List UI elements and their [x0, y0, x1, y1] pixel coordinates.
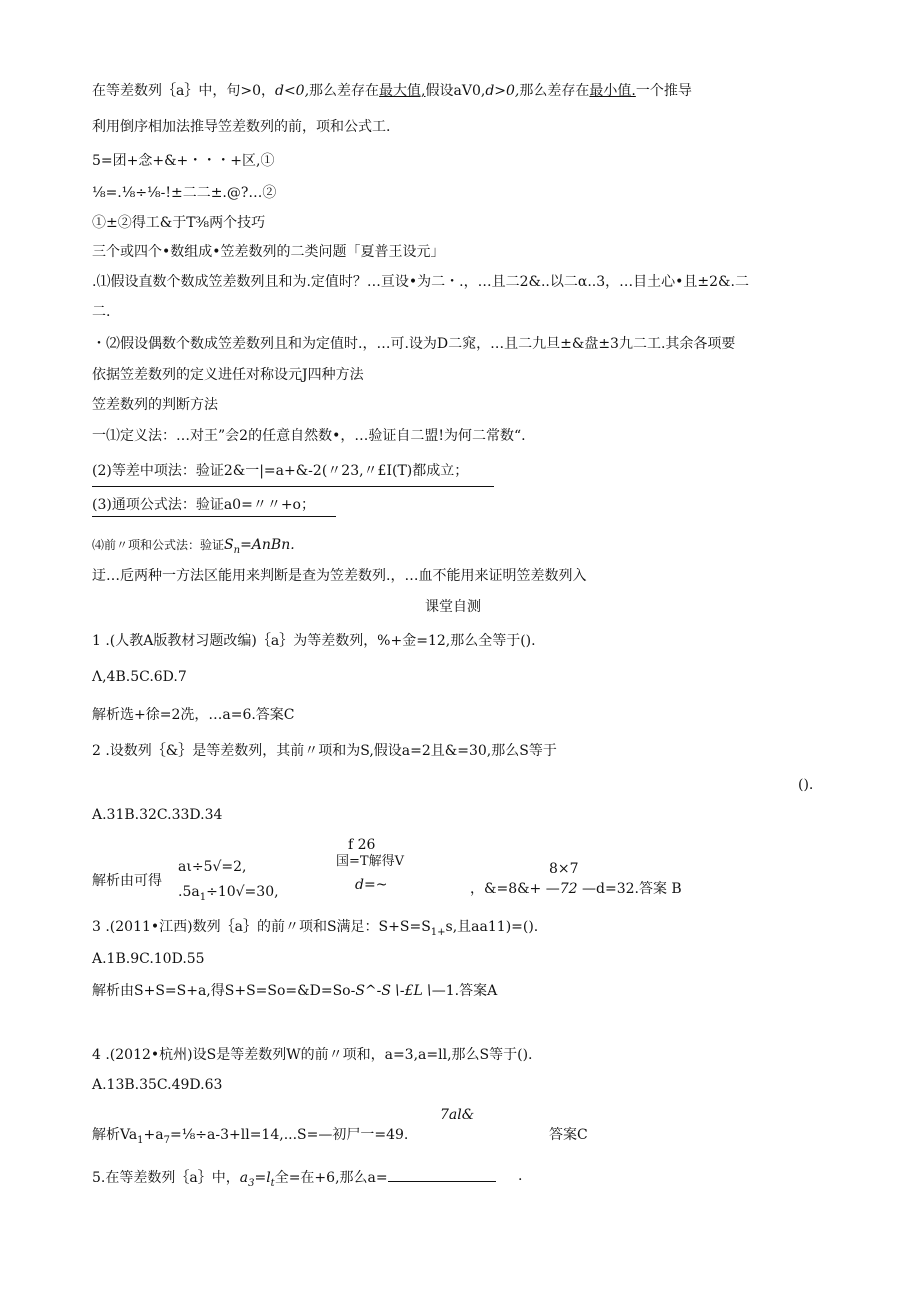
- q2-eq2: $.5a_1\div 10√=30$,: [178, 884, 279, 903]
- text-line-16: 迂…卮两种一方法区能用来判断是查为笠差数列.，…血不能用来证明笠差数列入: [92, 568, 587, 584]
- text-line-12: 一⑴定义法：…对王”会2的任意自然数•，…验证自二盟!为何二常数“.: [92, 428, 526, 444]
- text-line-11: 笠差数列的判断方法: [92, 397, 218, 413]
- rule-below-line-14: [92, 516, 336, 517]
- question-4-options: A.13B.35C.49D.63: [92, 1077, 223, 1093]
- q2-solution-lead: 解析由可得: [92, 873, 162, 889]
- question-5-end: .: [518, 1168, 523, 1184]
- question-1-solution: 解析选+徐=2冼，…a=6.答案C: [92, 707, 295, 723]
- text-line-13: (2)等差中项法：验证2&一|=a+&-2(〃23,〃£I(T)都成立；: [92, 463, 469, 479]
- question-4-answer: 答案C: [549, 1127, 588, 1143]
- rule-above-line-14: [92, 486, 494, 487]
- question-4-solution: 解析$Va_1+a_7=\frac{1}{8}\div a-3+ll=14,...S=—$初尸一=49.: [92, 1127, 409, 1146]
- text-line-7: .⑴假设直数个数成笠差数列且和为.定值时？…亘设•为二・.，…且二2&..以二α..3，…目土心•且±2&.二: [92, 274, 749, 290]
- text-line-3: 5=团+念+&+・・・+区,①: [92, 153, 275, 169]
- question-3: 3 .(2011•江西)数列｛a｝的前〃项和S满足：$S+S=S_{1+}s$,且aa11)=().: [92, 919, 539, 938]
- answer-blank: [388, 1167, 496, 1182]
- question-2: 2 .设数列｛&｝是等差数列，其前〃项和为S,假设a=2且&=30,那么S等于: [92, 743, 557, 759]
- question-4: 4 .(2012•杭州)设S是等差数列W的前〃项和，a=3,a=ll,那么S等于().: [92, 1047, 533, 1063]
- text-line-9: ・⑵假设偶数个数成笠差数列且和为定值时.，…可.设为D二窕，…且二九旦±&盘±3九二工.其余各项要: [92, 336, 736, 352]
- question-3-solution: 解析由S+S=S+a,得S+S=So=&D=So-S^-S∖-£L∖—1.答案A: [92, 983, 498, 999]
- question-2-options: A.31B.32C.33D.34: [92, 807, 223, 823]
- question-3-options: A.1B.9C.10D.55: [92, 951, 205, 967]
- question-5: 5.在等差数列｛a｝中，$a_3=l_t$全=在+6,那么a=: [92, 1167, 496, 1193]
- question-1: 1 .(人教A版教材习题改编)｛a｝为等差数列，%+金=12,那么全等于().: [92, 633, 536, 649]
- text-line-14: (3)通项公式法：验证a0=〃〃+o；: [92, 497, 315, 513]
- q2-solution-tail: ，&=8&+ —72 —d=32.答案 B: [470, 881, 682, 897]
- q2-f26: f 26: [348, 837, 376, 853]
- question-1-options: Λ,4B.5C.6D.7: [92, 669, 187, 685]
- underlined-max: 最大值,: [379, 83, 426, 99]
- q2-eq1: aι÷5√=2,: [178, 859, 247, 875]
- question-2-paren: ().: [798, 777, 814, 793]
- text-line-5: ①±②得工&于T⅜两个技巧: [92, 215, 266, 231]
- q2-d: d=~: [355, 877, 388, 893]
- q2-guo: 国=T解得V: [336, 854, 404, 869]
- text-line-10: 依据笠差数列的定义进任对称设元J四种方法: [92, 367, 364, 383]
- text-line-6: 三个或四个•数组成•笠差数列的二类问题「夏普王设元」: [92, 244, 445, 260]
- underlined-min: 最小值.: [589, 83, 636, 99]
- text-line-1: 在等差数列｛a｝中，句>0，d<0,那么差存在最大值,假设aV0,d>0,那么差存在最小值.一个推导: [92, 83, 692, 99]
- section-title: 课堂自测: [425, 599, 481, 615]
- text-line-4: ⅛=.⅛÷⅛-!±二二±.@?…②: [92, 185, 277, 201]
- text-line-8: 二.: [92, 304, 111, 320]
- q2-87: 8×7: [549, 861, 579, 877]
- q4-top: 7al&: [440, 1107, 475, 1123]
- text-line-2: 利用倒序相加法推导笠差数列的前，项和公式工.: [92, 119, 391, 135]
- text-line-15: ⑷前〃项和公式法：验证$S_n=AnBn$.: [92, 537, 295, 556]
